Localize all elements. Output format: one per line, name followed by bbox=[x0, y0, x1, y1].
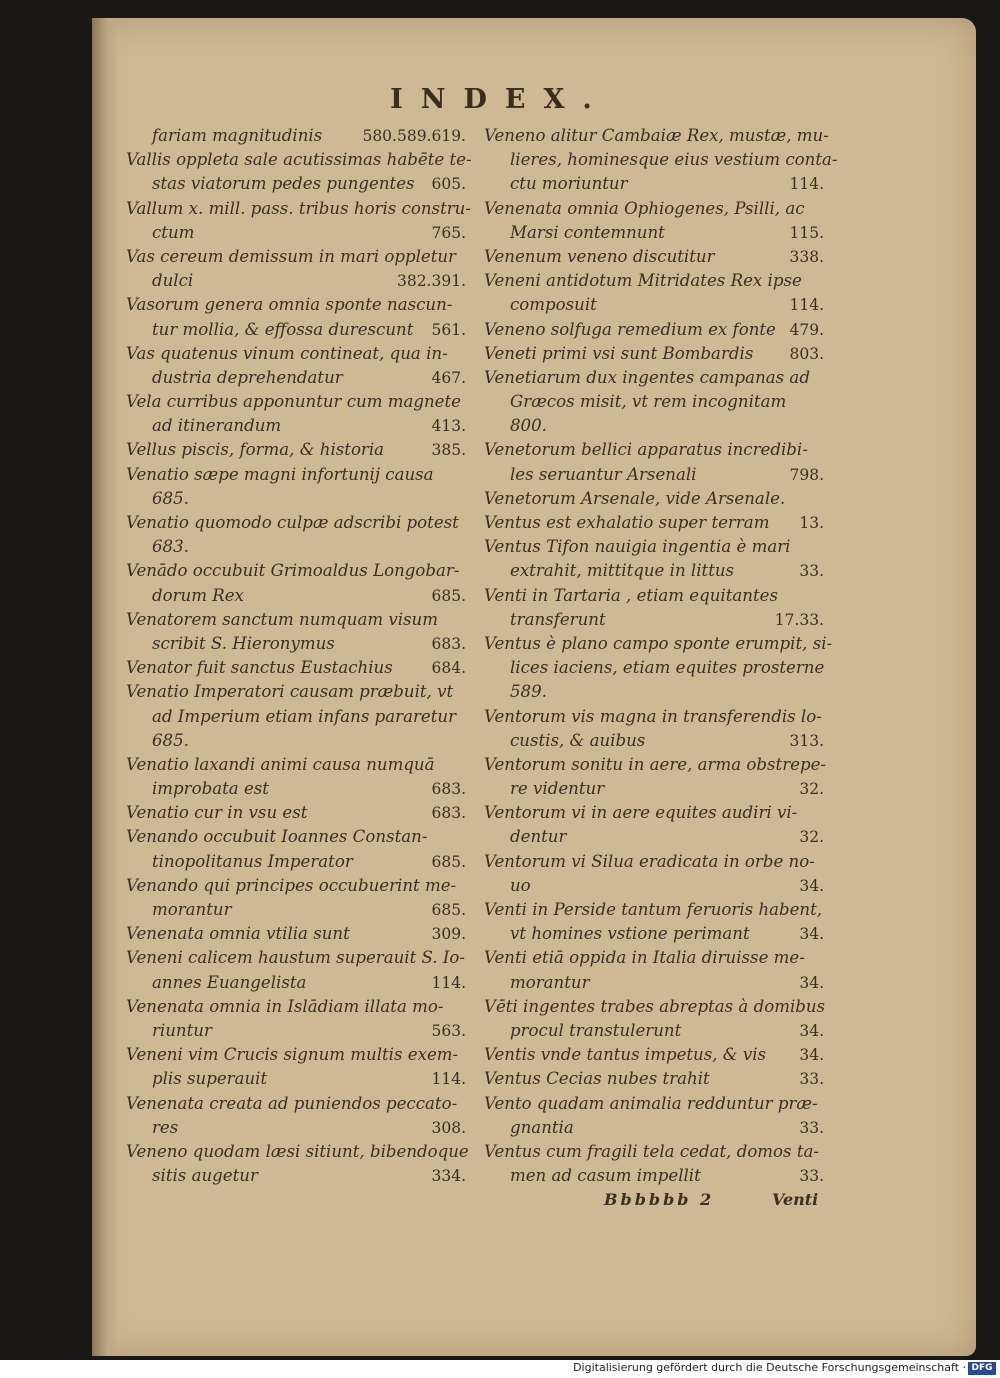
index-line bbox=[484, 535, 828, 559]
index-line bbox=[484, 318, 828, 342]
index-entry-text: Venatorem sanctum numquam visum bbox=[126, 609, 438, 629]
index-page-ref: 605. bbox=[431, 175, 466, 194]
index-entry-text: gnantia bbox=[510, 1117, 574, 1137]
index-page-ref: 467. bbox=[431, 368, 466, 387]
index-entry-text: re videntur bbox=[510, 779, 605, 799]
index-line bbox=[126, 1164, 470, 1188]
index-line bbox=[484, 221, 828, 245]
index-line bbox=[126, 559, 470, 583]
index-entry-text: Vasorum genera omnia sponte nascun- bbox=[126, 295, 453, 315]
index-entry-text: Venatio quomodo culpæ adscribi potest bbox=[126, 513, 459, 532]
index-entry-text: les seruantur Arsenali bbox=[510, 464, 697, 484]
index-line bbox=[126, 584, 470, 608]
index-line bbox=[126, 995, 470, 1019]
index-page-ref: 413. bbox=[431, 417, 466, 436]
index-line bbox=[484, 825, 828, 849]
index-page-ref: 798. bbox=[789, 465, 824, 484]
index-line bbox=[484, 269, 828, 293]
index-line bbox=[126, 632, 470, 656]
index-entry-text: annes Euangelista bbox=[152, 972, 307, 992]
index-entry-text: ctu moriuntur bbox=[510, 174, 628, 194]
index-entry-text: Venetiarum dux ingentes campanas ad bbox=[484, 367, 810, 387]
index-line bbox=[484, 922, 828, 946]
index-entry-text: ad itinerandum bbox=[152, 416, 282, 436]
index-page-ref: 33. bbox=[799, 1118, 824, 1137]
index-line bbox=[126, 1116, 470, 1140]
index-entry-text: res bbox=[152, 1117, 179, 1137]
index-page-ref: 115. bbox=[789, 223, 824, 242]
index-line bbox=[484, 1067, 828, 1091]
index-entry-text: tur mollia, & effossa durescunt bbox=[152, 319, 414, 339]
index-line bbox=[484, 366, 828, 390]
index-line bbox=[126, 342, 470, 366]
index-line bbox=[484, 874, 828, 898]
index-page-ref: 114. bbox=[431, 973, 466, 992]
index-line bbox=[484, 293, 828, 317]
index-entry-text: Vento quadam animalia redduntur præ- bbox=[484, 1093, 818, 1113]
index-entry-text: Venetorum bellici apparatus incredibi- bbox=[484, 440, 808, 460]
index-page-ref: 34. bbox=[799, 925, 824, 944]
index-page-ref: 34. bbox=[799, 973, 824, 992]
index-page-ref: 32. bbox=[799, 780, 824, 799]
index-column-right bbox=[484, 124, 838, 1188]
index-line bbox=[126, 608, 470, 632]
index-line bbox=[126, 293, 470, 317]
index-page-ref: 685. bbox=[431, 852, 466, 871]
index-line bbox=[484, 680, 828, 704]
index-entry-text: Ventorum vis magna in transferendis lo- bbox=[484, 706, 822, 726]
index-entry-text: Venti etiā oppida in Italia diruisse me- bbox=[484, 948, 805, 968]
index-line bbox=[126, 777, 470, 801]
index-page-ref: 683. bbox=[431, 804, 466, 823]
index-page-ref: 684. bbox=[431, 659, 466, 678]
index-entry-text: Vas cereum demissum in mari oppletur bbox=[126, 246, 456, 266]
index-page-ref: 580.589.619. bbox=[362, 127, 466, 145]
index-line bbox=[126, 366, 470, 390]
index-entry-text: Venenata omnia vtilia sunt bbox=[126, 924, 350, 944]
index-entry-text: Veneti primi vsi sunt Bombardis bbox=[484, 343, 754, 363]
index-line bbox=[484, 608, 828, 632]
index-entry-text: stas viatorum pedes pungentes bbox=[152, 174, 415, 194]
index-line bbox=[484, 487, 828, 511]
index-entry-text: 685. bbox=[152, 730, 189, 750]
index-line bbox=[126, 971, 470, 995]
index-entry-text: Venatio sæpe magni infortunij causa bbox=[126, 464, 434, 484]
index-line bbox=[126, 487, 470, 511]
index-line bbox=[126, 148, 470, 172]
index-column-left bbox=[126, 124, 470, 1188]
index-entry-text: Ventus cum fragili tela cedat, domos ta- bbox=[484, 1141, 819, 1161]
index-entry-text: dentur bbox=[510, 827, 567, 847]
index-line bbox=[484, 705, 828, 729]
index-entry-text: dustria deprehendatur bbox=[152, 367, 343, 387]
index-entry-text: plis superauit bbox=[152, 1069, 268, 1089]
index-entry-text: Ventorum sonitu in aere, arma obstrepe- bbox=[484, 754, 826, 774]
index-entry-text: Venetorum Arsenale, vide Arsenale. bbox=[484, 488, 786, 508]
index-line bbox=[126, 124, 470, 148]
index-page-ref: 563. bbox=[431, 1021, 466, 1040]
index-entry-text: Vela curribus apponuntur cum magnete bbox=[126, 392, 461, 412]
index-entry-text: Ventorum vi Silua eradicata in orbe no- bbox=[484, 851, 815, 871]
index-entry-text: Venādo occubuit Grimoaldus Longobar- bbox=[126, 561, 460, 581]
index-line bbox=[484, 559, 828, 583]
index-entry-text: Vellus piscis, forma, & historia bbox=[126, 440, 385, 460]
index-page-ref: 561. bbox=[431, 320, 466, 339]
index-entry-text: morantur bbox=[510, 972, 590, 992]
index-entry-text: Ventorum vi in aere equites audiri vi- bbox=[484, 803, 798, 823]
index-line bbox=[484, 414, 828, 438]
signature-mark: Bbbbbb 2 bbox=[604, 1190, 715, 1209]
index-entry-text: Venti in Tartaria , etiam equitantes bbox=[484, 585, 778, 605]
index-line bbox=[126, 922, 470, 946]
index-line bbox=[484, 463, 828, 487]
index-entry-text: ctum bbox=[152, 222, 195, 242]
index-entry-text: Ventus è plano campo sponte erumpit, si- bbox=[484, 633, 833, 653]
index-line bbox=[126, 414, 470, 438]
index-page-ref: 34. bbox=[799, 1046, 824, 1065]
index-page-ref: 34. bbox=[799, 876, 824, 895]
index-entry-text: ad Imperium etiam infans pararetur bbox=[152, 706, 457, 726]
index-entry-text: Marsi contemnunt bbox=[510, 222, 665, 242]
index-line bbox=[484, 584, 828, 608]
index-line bbox=[126, 269, 470, 293]
gutter-shadow bbox=[92, 18, 118, 1356]
index-entry-text: Veneni vim Crucis signum multis exem- bbox=[126, 1045, 459, 1065]
index-line bbox=[126, 1019, 470, 1043]
index-page-ref: 683. bbox=[431, 780, 466, 799]
digitization-footer bbox=[0, 1360, 1000, 1378]
index-line bbox=[126, 1140, 470, 1164]
index-line bbox=[126, 850, 470, 874]
index-entry-text: Veneni antidotum Mitridates Rex ipse bbox=[484, 271, 802, 291]
index-entry-text: Græcos misit, vt rem incognitam bbox=[510, 392, 787, 412]
index-entry-text: Vallis oppleta sale acutissimas habēte te- bbox=[126, 150, 472, 170]
index-line bbox=[484, 342, 828, 366]
index-entry-text: transferunt bbox=[510, 609, 606, 629]
index-entry-text: Venando qui principes occubuerint me- bbox=[126, 875, 457, 895]
index-line bbox=[484, 148, 838, 172]
index-page-ref: 114. bbox=[431, 1070, 466, 1089]
index-line bbox=[484, 511, 828, 535]
index-page-ref: 685. bbox=[431, 586, 466, 605]
index-line bbox=[126, 1067, 470, 1091]
index-entry-text: Venatio cur in vsu est bbox=[126, 803, 308, 823]
index-line bbox=[126, 535, 470, 559]
index-entry-text: Venator fuit sanctus Eustachius bbox=[126, 658, 393, 678]
index-line bbox=[126, 438, 470, 462]
index-line bbox=[126, 946, 470, 970]
index-line bbox=[484, 777, 828, 801]
index-entry-text: Vallum x. mill. pass. tribus horis constru- bbox=[126, 198, 471, 218]
index-line bbox=[126, 221, 470, 245]
index-entry-text: 800. bbox=[510, 416, 547, 436]
footer-credit: Digitalisierung gefördert durch die Deutsche Forschungsgemeinschaft · bbox=[573, 1361, 966, 1374]
index-line bbox=[484, 1164, 828, 1188]
index-page-ref: 309. bbox=[431, 925, 466, 944]
index-entry-text: Venatio laxandi animi causa numquā bbox=[126, 754, 435, 774]
index-page-ref: 33. bbox=[799, 1070, 824, 1089]
index-page-ref: 385. bbox=[431, 441, 466, 460]
index-line bbox=[126, 1043, 470, 1067]
index-line bbox=[484, 729, 828, 753]
index-page-ref: 34. bbox=[799, 1021, 824, 1040]
index-line bbox=[126, 245, 470, 269]
index-line bbox=[126, 825, 470, 849]
index-line bbox=[484, 850, 828, 874]
index-page-ref: 33. bbox=[799, 1167, 824, 1186]
index-entry-text: Veneno alitur Cambaiæ Rex, mustæ, mu- bbox=[484, 126, 829, 145]
index-page-ref: 17.33. bbox=[774, 610, 824, 629]
index-page-ref: 479. bbox=[789, 320, 824, 339]
index-line bbox=[484, 995, 828, 1019]
index-line bbox=[126, 1092, 470, 1116]
index-entry-text: Venenata omnia Ophiogenes, Psilli, ac bbox=[484, 198, 805, 218]
index-entry-text: Venenata omnia in Islādiam illata mo- bbox=[126, 996, 444, 1016]
index-entry-text: procul transtulerunt bbox=[510, 1020, 682, 1040]
index-line bbox=[126, 197, 470, 221]
index-line bbox=[126, 463, 470, 487]
index-page-ref: 114. bbox=[789, 175, 824, 194]
index-entry-text: Venenum veneno discutitur bbox=[484, 246, 715, 266]
index-page-ref: 382.391. bbox=[396, 272, 466, 291]
index-page-ref: 32. bbox=[799, 828, 824, 847]
index-line bbox=[484, 946, 828, 970]
index-entry-text: 589. bbox=[510, 682, 547, 702]
index-entry-text: Ventus est exhalatio super terram bbox=[484, 513, 770, 532]
index-entry-text: Ventus Cecias nubes trahit bbox=[484, 1069, 710, 1089]
index-entry-text: improbata est bbox=[152, 779, 269, 799]
index-page-ref: 114. bbox=[789, 296, 824, 315]
index-entry-text: men ad casum impellit bbox=[510, 1166, 701, 1186]
index-entry-text: Venenata creata ad puniendos peccato- bbox=[126, 1093, 458, 1113]
index-line bbox=[484, 124, 828, 148]
index-entry-text: tinopolitanus Imperator bbox=[152, 851, 353, 871]
index-entry-text: Vas quatenus vinum contineat, qua in- bbox=[126, 343, 448, 363]
index-line bbox=[484, 438, 828, 462]
index-line bbox=[126, 172, 470, 196]
index-page-ref: 683. bbox=[431, 634, 466, 653]
index-page-ref: 33. bbox=[799, 562, 824, 581]
index-entry-text: Veneni calicem haustum superauit S. Io- bbox=[126, 948, 466, 968]
index-entry-text: Vēti ingentes trabes abreptas à domibus bbox=[484, 996, 826, 1016]
index-page-ref: 803. bbox=[789, 344, 824, 363]
index-line bbox=[484, 197, 828, 221]
index-line bbox=[126, 874, 470, 898]
index-line bbox=[484, 898, 828, 922]
index-line bbox=[484, 801, 828, 825]
index-line bbox=[126, 680, 470, 704]
index-page-ref: 313. bbox=[789, 731, 824, 750]
catchword: Venti bbox=[772, 1190, 819, 1209]
index-line bbox=[484, 390, 828, 414]
index-line bbox=[126, 705, 470, 729]
index-line bbox=[484, 1092, 828, 1116]
index-entry-text: 685. bbox=[152, 488, 189, 508]
index-entry-text: custis, & auibus bbox=[510, 730, 646, 750]
index-line bbox=[126, 753, 470, 777]
index-entry-text: riuntur bbox=[152, 1020, 212, 1040]
index-page-ref: 13. bbox=[799, 514, 824, 532]
index-entry-text: extrahit, mittitque in littus bbox=[510, 561, 735, 581]
index-line bbox=[126, 511, 470, 535]
index-entry-text: Veneno solfuga remedium ex fonte bbox=[484, 319, 776, 339]
index-entry-text: Veneno quodam læsi sitiunt, bibendoque bbox=[126, 1141, 469, 1161]
index-line bbox=[484, 1043, 828, 1067]
index-entry-text: uo bbox=[510, 875, 531, 895]
index-page-ref: 685. bbox=[431, 901, 466, 919]
index-page-ref: 308. bbox=[431, 1118, 466, 1137]
index-line bbox=[126, 656, 470, 680]
index-entry-text: Venando occubuit Ioannes Constan- bbox=[126, 827, 428, 847]
index-entry-text: Venatio Imperatori causam præbuit, vt bbox=[126, 682, 454, 702]
index-entry-text: dulci bbox=[152, 271, 194, 291]
index-entry-text: Ventus Tifon nauigia ingentia è mari bbox=[484, 537, 791, 557]
index-line bbox=[484, 971, 828, 995]
index-line bbox=[126, 318, 470, 342]
index-line bbox=[484, 1140, 828, 1164]
index-line bbox=[126, 390, 470, 414]
index-line bbox=[484, 172, 828, 196]
index-line bbox=[484, 656, 828, 680]
index-page-ref: 338. bbox=[789, 247, 824, 266]
index-page-ref: 765. bbox=[431, 223, 466, 242]
index-page-ref: 334. bbox=[431, 1167, 466, 1186]
index-entry-text: Ventis vnde tantus impetus, & vis bbox=[484, 1045, 767, 1065]
index-entry-text: composuit bbox=[510, 295, 597, 315]
index-line bbox=[484, 632, 833, 656]
index-line bbox=[126, 729, 470, 753]
index-line bbox=[484, 245, 828, 269]
index-entry-text: dorum Rex bbox=[152, 585, 244, 605]
index-line bbox=[484, 753, 828, 777]
index-entry-text: Venti in Perside tantum feruoris habent, bbox=[484, 900, 823, 919]
index-entry-text: lieres, hominesque eius vestium conta- bbox=[510, 150, 838, 170]
index-line bbox=[126, 801, 470, 825]
page-header: INDEX. bbox=[390, 84, 610, 115]
index-entry-text: sitis augetur bbox=[152, 1166, 258, 1186]
index-entry-text: vt homines vstione perimant bbox=[510, 924, 750, 944]
dfg-logo: DFG bbox=[968, 1362, 996, 1375]
index-entry-text: morantur bbox=[152, 900, 232, 919]
index-entry-text: lices iaciens, etiam equites prosterne bbox=[510, 658, 825, 678]
index-entry-text: 683. bbox=[152, 537, 189, 557]
index-line bbox=[484, 1116, 828, 1140]
index-entry-text: scribit S. Hieronymus bbox=[152, 633, 335, 653]
index-line bbox=[484, 1019, 828, 1043]
index-line bbox=[126, 898, 470, 922]
index-entry-text: fariam magnitudinis bbox=[152, 126, 323, 145]
